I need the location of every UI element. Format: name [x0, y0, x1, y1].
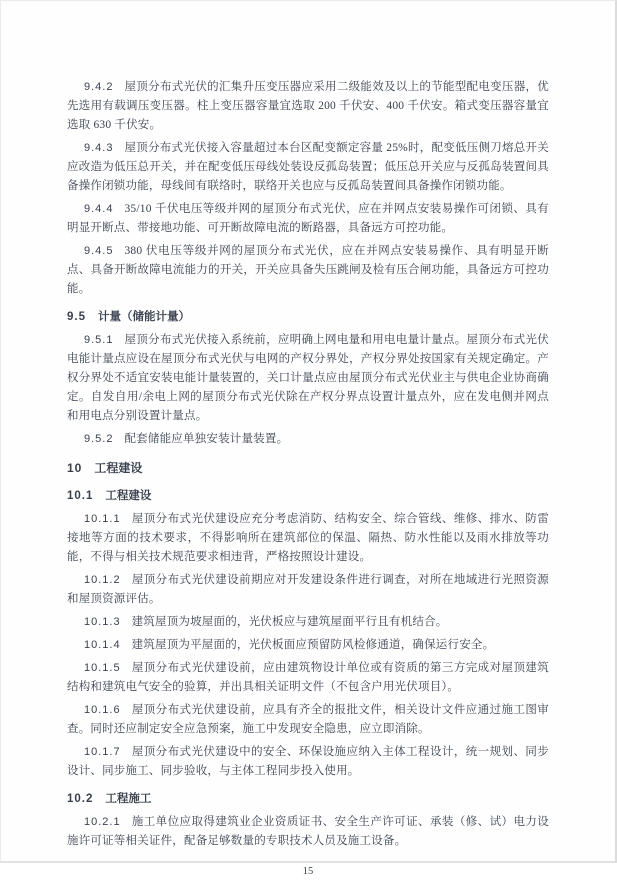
- clause-number: 9.4.2: [84, 81, 114, 93]
- section-title: 工程建设: [94, 461, 143, 475]
- section-number: 9.5: [67, 311, 86, 323]
- section-number: 10: [67, 461, 83, 475]
- clause-number: 10.1.1: [84, 513, 121, 525]
- clause-number: 10.2.1: [84, 816, 121, 828]
- section-title: 工程施工: [105, 793, 152, 805]
- clause-text: 建筑屋顶为平屋面的，光伏板面应预留防风检修通道，确保运行安全。: [131, 639, 495, 651]
- clause-text: 屋顶分布式光伏建设前期应对开发建设条件进行调查，对所在地域进行光照资源和屋顶资源评估。: [67, 574, 549, 605]
- clause-text: 屋顶分布式光伏建设前，应由建筑物设计单位或有资质的第三方完成对屋顶建筑结构和建筑电气安全的验算，并出具相关证明文件（不包含户用光伏项目）。: [67, 662, 549, 693]
- clause-text: 屋顶分布式光伏的汇集升压变压器应采用二级能效及以上的节能型配电变压器，优先选用有载调压变压器。柱上变压器容量宜选取 200 千伏安、400 千伏安。箱式变压器容量宜选取 630 千伏安。: [67, 81, 549, 131]
- clause-text: 配套储能应单独安装计量装置。: [124, 433, 289, 445]
- clause-paragraph: [67, 659, 549, 697]
- clause-number: 9.4.3: [84, 142, 114, 154]
- clause-paragraph: [67, 613, 549, 632]
- clause-number: 10.1.7: [84, 746, 121, 758]
- clause-paragraph: [67, 571, 549, 609]
- clause-paragraph: [67, 636, 549, 655]
- section-number: 10.1: [67, 490, 94, 502]
- clause-text: 建筑屋顶为坡屋面的，光伏板应与建筑屋面平行且有机结合。: [131, 616, 448, 628]
- clause-number: 10.1.5: [84, 662, 121, 674]
- clause-number: 10.1.6: [84, 704, 121, 716]
- section-heading: [67, 459, 549, 478]
- document-body: [1, 1, 615, 851]
- clause-number: 10.1.3: [84, 616, 121, 628]
- page-number: 15: [302, 866, 314, 877]
- clause-paragraph: [67, 78, 549, 135]
- clause-number: 10.1.4: [84, 639, 121, 651]
- clause-paragraph: [67, 813, 549, 851]
- clause-text: 屋顶分布式光伏接入系统前，应明确上网电量和用电电量计量点。屋顶分布式光伏电能计量点应设在屋顶分布式光伏与电网的产权分界处，产权分界处按国家有关规定确定。产权分界处不适宜安装电能计量装置的，关口计量点应由屋顶分布式光伏业主与供电企业协商确定。自发自用/余电上网的屋顶分布式光伏除在产权分界点设置计量点外，应在发电侧并网点和用电点分别设置计量点。: [67, 334, 549, 422]
- section-heading: [67, 790, 549, 809]
- section-heading: [67, 487, 549, 506]
- clause-paragraph: [67, 743, 549, 781]
- clause-text: 屋顶分布式光伏建设中的安全、环保设施应纳入主体工程设计，统一规划、同步设计、同步施工、同步验收，与主体工程同步投入使用。: [67, 746, 549, 777]
- clause-paragraph: [67, 200, 549, 238]
- clause-paragraph: [67, 701, 549, 739]
- clause-paragraph: [67, 331, 549, 426]
- clause-text: 屋顶分布式光伏建设应充分考虑消防、结构安全、综合管线、维修、排水、防雷接地等方面的技术要求，不得影响所在建筑部位的保温、隔热、防水性能以及雨水排放等功能，不得与相关技术规范要求相违背，严格按照设计建设。: [67, 513, 549, 563]
- clause-paragraph: [67, 242, 549, 299]
- section-heading: [67, 308, 549, 327]
- section-title: 计量（储能计量）: [98, 311, 190, 323]
- section-number: 10.2: [67, 793, 94, 805]
- clause-number: 9.5.1: [84, 334, 114, 346]
- clause-number: 9.5.2: [84, 433, 114, 445]
- clause-text: 屋顶分布式光伏接入容量超过本台区配变额定容量 25%时，配变低压侧刀熔总开关应改造为低压总开关，并在配变低压母线处装设反孤岛装置；低压总开关应与反孤岛装置间具备操作闭锁功能，母线间有联络时，联络开关也应与反孤岛装置间具备操作闭锁功能。: [67, 142, 549, 192]
- clause-text: 屋顶分布式光伏建设前，应具有齐全的报批文件，相关设计文件应通过施工图审查。同时还应制定安全应急预案，施工中发现安全隐患，应立即消除。: [67, 704, 549, 735]
- clause-number: 9.4.5: [84, 245, 114, 257]
- clause-paragraph: [67, 430, 549, 449]
- clause-text: 施工单位应取得建筑业企业资质证书、安全生产许可证、承装（修、试）电力设施许可证等相关证件，配备足够数量的专职技术人员及施工设备。: [67, 816, 549, 847]
- clause-text: 35/10 千伏电压等级并网的屋顶分布式光伏，应在并网点安装易操作可闭锁、具有明显开断点、带接地功能、可开断故障电流的断路器，具备远方可控功能。: [67, 203, 549, 234]
- clause-number: 10.1.2: [84, 574, 121, 586]
- clause-paragraph: [67, 510, 549, 567]
- section-title: 工程建设: [105, 490, 152, 502]
- clause-paragraph: [67, 139, 549, 196]
- clause-text: 380 伏电压等级并网的屋顶分布式光伏，应在并网点安装易操作、具有明显开断点、具备开断故障电流能力的开关，开关应具备失压跳闸及检有压合闸功能，具备远方可控功能。: [67, 245, 549, 295]
- clause-number: 9.4.4: [84, 203, 114, 215]
